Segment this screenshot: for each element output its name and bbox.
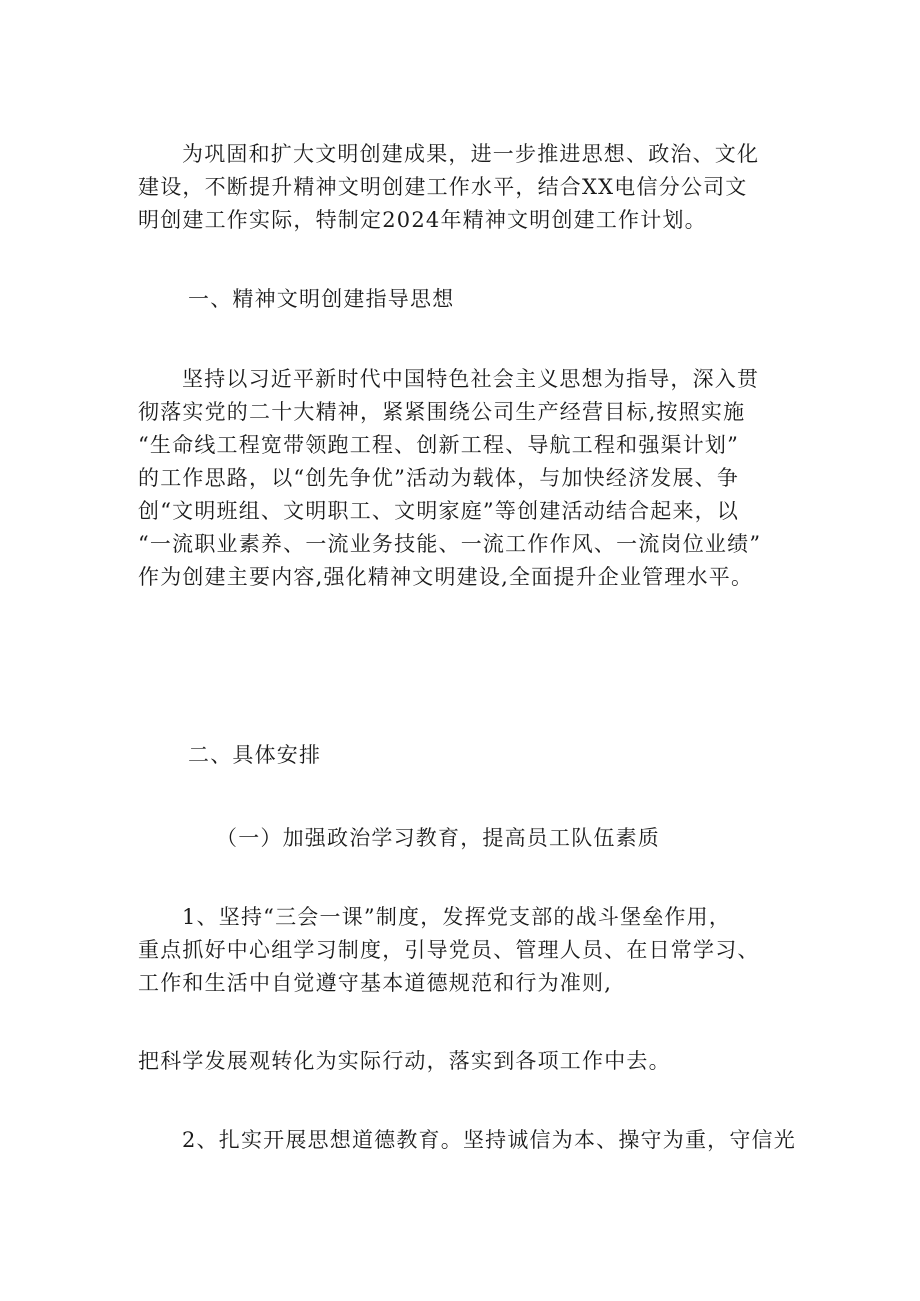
intro-line-2: 建设，不断提升精神文明创建工作水平，结合XX电信分公司文 [138, 175, 748, 199]
item2-line-1: 2、扎实开展思想道德教育。坚持诚信为本、操守为重，守信光 [182, 1128, 796, 1152]
section-heading-2-text: 二、具体安排 [188, 743, 322, 767]
para1-line-5: 创“文明班组、文明职工、文明家庭”等创建活动结合起来，以 [138, 499, 740, 523]
section-heading-1-text: 一、精神文明创建指导思想 [188, 287, 455, 311]
subsection-heading-1-text: （一）加强政治学习教育，提高员工队伍素质 [216, 826, 660, 850]
para1-line-2: 彻落实党的二十大精神，紧紧围绕公司生产经营目标,按照实施 [138, 400, 746, 424]
item1-line-3: 工作和生活中自觉遵守基本道德规范和行为准则, [138, 971, 613, 995]
para1-line-7: 作为创建主要内容,强化精神文明建设,全面提升企业管理水平。 [138, 565, 754, 589]
para1-line-6: “一流职业素养、一流业务技能、一流工作作风、一流岗位业绩” [138, 532, 762, 556]
para1-line-1: 坚持以习近平新时代中国特色社会主义思想为指导，深入贯 [182, 367, 760, 391]
item1-line-1: 1、坚持“三会一课”制度，发挥党支部的战斗堡垒作用， [182, 905, 732, 929]
item-2-paragraph [138, 1124, 796, 1157]
item1-cont-line: 把科学发展观转化为实际行动，落实到各项工作中去。 [138, 1049, 671, 1073]
intro-line-1: 为巩固和扩大文明创建成果，进一步推进思想、政治、文化 [182, 142, 760, 166]
intro-line-3: 明创建工作实际，特制定2024年精神文明创建工作计划。 [138, 208, 707, 232]
section-heading-2 [138, 739, 788, 772]
para1-line-4: 的工作思路，以“创先争优”活动为载体，与加快经济发展、争 [138, 466, 740, 490]
item-1-continuation [138, 1045, 788, 1078]
subsection-heading-1 [138, 822, 788, 855]
section-heading-1 [138, 283, 788, 316]
guiding-thought-paragraph [138, 363, 788, 594]
item1-line-2: 重点抓好中心组学习制度，引导党员、管理人员、在日常学习、 [138, 938, 760, 962]
intro-paragraph [138, 138, 788, 237]
para1-line-3: “生命线工程宽带领跑工程、创新工程、导航工程和强渠计划” [138, 433, 740, 457]
item-1-paragraph [138, 901, 788, 1000]
